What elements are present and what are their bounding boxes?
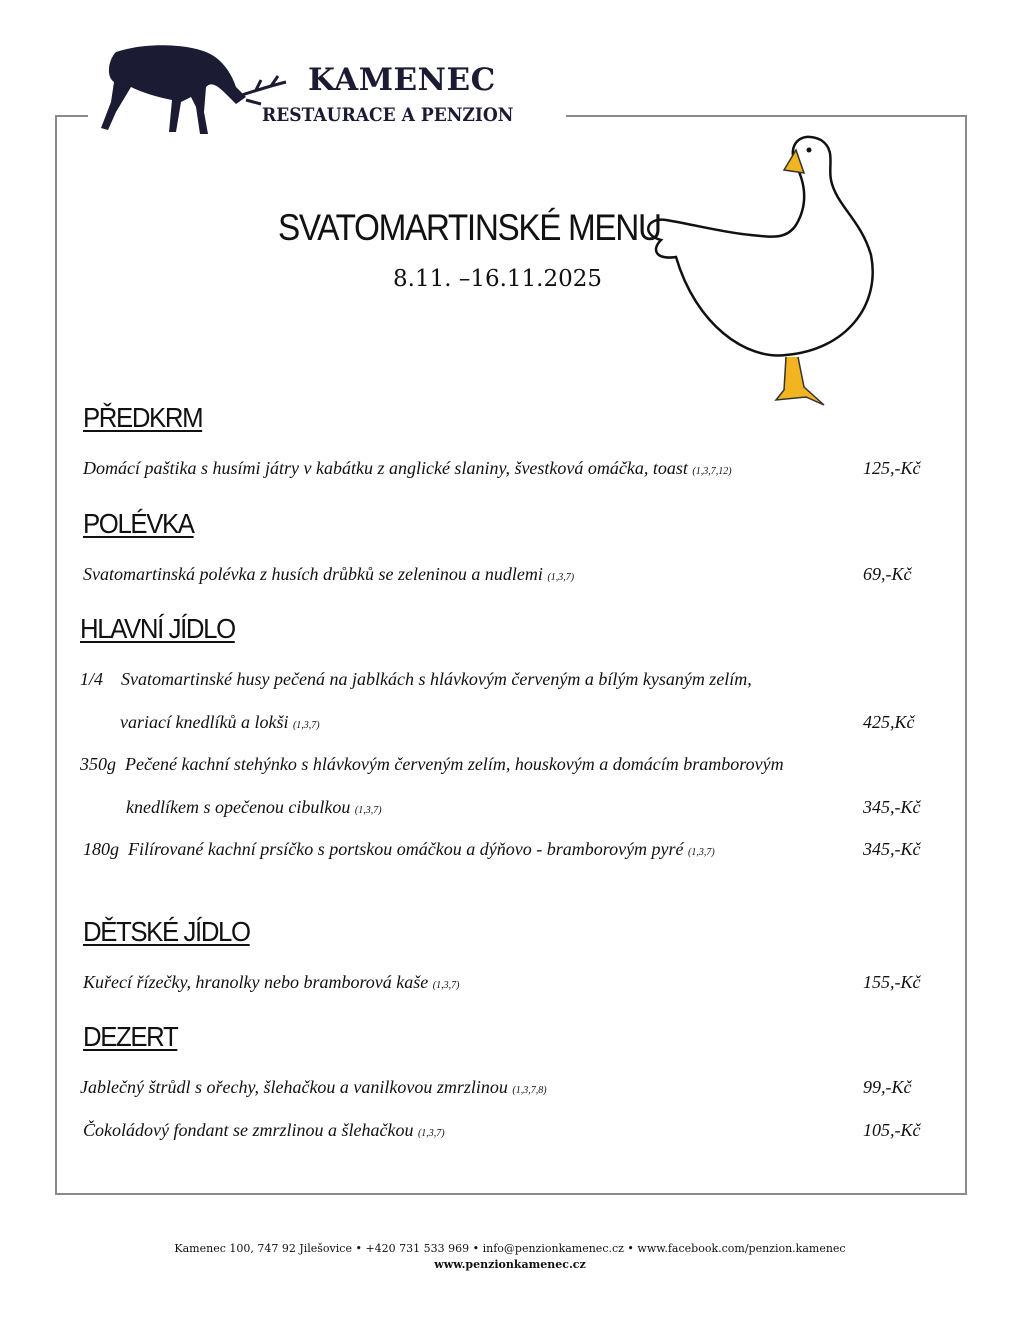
item-price: 99,-Kč bbox=[863, 1077, 912, 1097]
item-price: 155,-Kč bbox=[863, 972, 921, 992]
allergens: (1,3,7) bbox=[688, 847, 715, 858]
menu-item-continued bbox=[120, 712, 320, 733]
brand-name: KAMENEC bbox=[308, 62, 496, 98]
menu-item bbox=[83, 1120, 445, 1141]
allergens: (1,3,7) bbox=[292, 720, 320, 731]
item-price: 425,Kč bbox=[863, 712, 915, 732]
item-text: Svatomartinská polévka z husích drůbků se zeleninou a nudlemi bbox=[83, 564, 543, 584]
item-price: 345,-Kč bbox=[863, 839, 921, 859]
allergens: (1,3,7,12) bbox=[692, 466, 732, 477]
menu-item-continued bbox=[126, 797, 382, 818]
item-text: Filírované kachní prsíčko s portskou omáčkou a dýňovo - bramborovým pyré bbox=[128, 839, 684, 859]
item-price: 125,-Kč bbox=[863, 458, 921, 478]
allergens: (1,3,7) bbox=[354, 805, 382, 816]
allergens: (1,3,7,8) bbox=[512, 1085, 547, 1096]
brand-subtitle: RESTAURACE A PENZION bbox=[262, 104, 514, 126]
goose-illustration-icon bbox=[636, 125, 886, 410]
item-price: 105,-Kč bbox=[863, 1120, 921, 1140]
item-text: knedlíkem s opečenou cibulkou bbox=[126, 797, 351, 817]
menu-item bbox=[83, 458, 732, 479]
section-heading: DĚTSKÉ JÍDLO bbox=[83, 916, 250, 947]
footer-website: www.penzionkamenec.cz bbox=[434, 1258, 586, 1271]
menu-title: SVATOMARTINSKÉ MENU bbox=[278, 207, 661, 248]
item-text: Domácí paštika s husími játry v kabátku z anglické slaniny, švestková omáčka, toast bbox=[83, 458, 688, 478]
item-price: 345,-Kč bbox=[863, 797, 921, 817]
item-portion: 1/4 bbox=[80, 669, 104, 689]
item-text: Pečené kachní stehýnko s hlávkovým červeným zelím, houskovým a domácím bramborovým bbox=[125, 754, 784, 774]
item-price: 69,-Kč bbox=[863, 564, 912, 584]
menu-item bbox=[83, 564, 574, 585]
item-portion: 350g bbox=[80, 754, 116, 774]
menu-item bbox=[80, 1077, 547, 1098]
allergens: (1,3,7) bbox=[547, 572, 575, 583]
item-text: Kuřecí řízečky, hranolky nebo bramborová kaše bbox=[83, 972, 429, 992]
item-text: Jablečný štrůdl s ořechy, šlehačkou a vanilkovou zmrzlinou bbox=[80, 1077, 508, 1097]
section-heading: POLÉVKA bbox=[83, 508, 194, 539]
menu-item bbox=[83, 972, 459, 993]
menu-item bbox=[80, 754, 784, 775]
item-text: Svatomartinské husy pečená na jablkách s hlávkovým červeným a bílým kysaným zelím, bbox=[121, 669, 752, 689]
allergens: (1,3,7) bbox=[432, 980, 460, 991]
item-text: variací knedlíků a lokši bbox=[120, 712, 289, 732]
allergens: (1,3,7) bbox=[417, 1128, 445, 1139]
menu-item bbox=[80, 669, 752, 690]
menu-dates: 8.11. –16.11.2025 bbox=[393, 266, 603, 292]
item-text: Čokoládový fondant se zmrzlinou a šlehačkou bbox=[83, 1120, 414, 1140]
item-portion: 180g bbox=[83, 839, 119, 859]
section-heading: DEZERT bbox=[83, 1021, 178, 1052]
section-heading: HLAVNÍ JÍDLO bbox=[80, 613, 235, 644]
footer-contact: Kamenec 100, 747 92 Jilešovice • +420 731 533 969 • info@penzionkamenec.cz • www.facebook.com/penzion.kamenec bbox=[174, 1242, 846, 1255]
section-heading: PŘEDKRM bbox=[83, 402, 203, 433]
menu-item bbox=[83, 839, 715, 860]
